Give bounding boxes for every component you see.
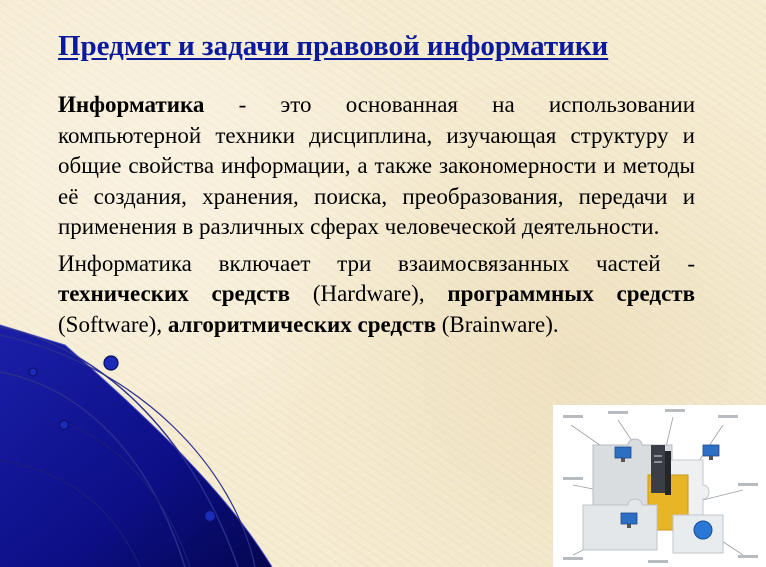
components-intro: Информатика включает три взаимосвязанных частей - (58, 250, 695, 276)
dot-4 (205, 511, 216, 522)
hardware-label: (Hardware), (290, 281, 448, 306)
brainware-label: (Brainware). (436, 311, 559, 337)
dot-2 (29, 368, 37, 376)
slide-body (58, 90, 695, 340)
definition-paragraph (58, 90, 695, 243)
dot-3 (60, 421, 69, 430)
informatics-term: Информатика (58, 92, 205, 117)
globe-icon (694, 521, 712, 539)
dot-1 (104, 356, 118, 370)
components-paragraph (58, 249, 695, 341)
brainware-term: алгоритмических средств (167, 311, 436, 337)
slide-title: Предмет и задачи правовой информатики (58, 30, 609, 62)
software-term: программных средств (447, 281, 695, 306)
navy-wedge (0, 325, 272, 567)
hardware-term: технических средств (58, 281, 291, 306)
server-icon (651, 445, 671, 495)
puzzle-network-illustration (553, 405, 766, 567)
software-label: (Software), (58, 311, 168, 337)
definition-text: - это основанная на использовании компьютерной техники дисциплина, изучающая структуру и общие свойства информации, а также закономерности и методы её создания, хранения, поиска, преобразования, передачи и применения в различных сферах человеческой деятельности. (58, 92, 695, 239)
